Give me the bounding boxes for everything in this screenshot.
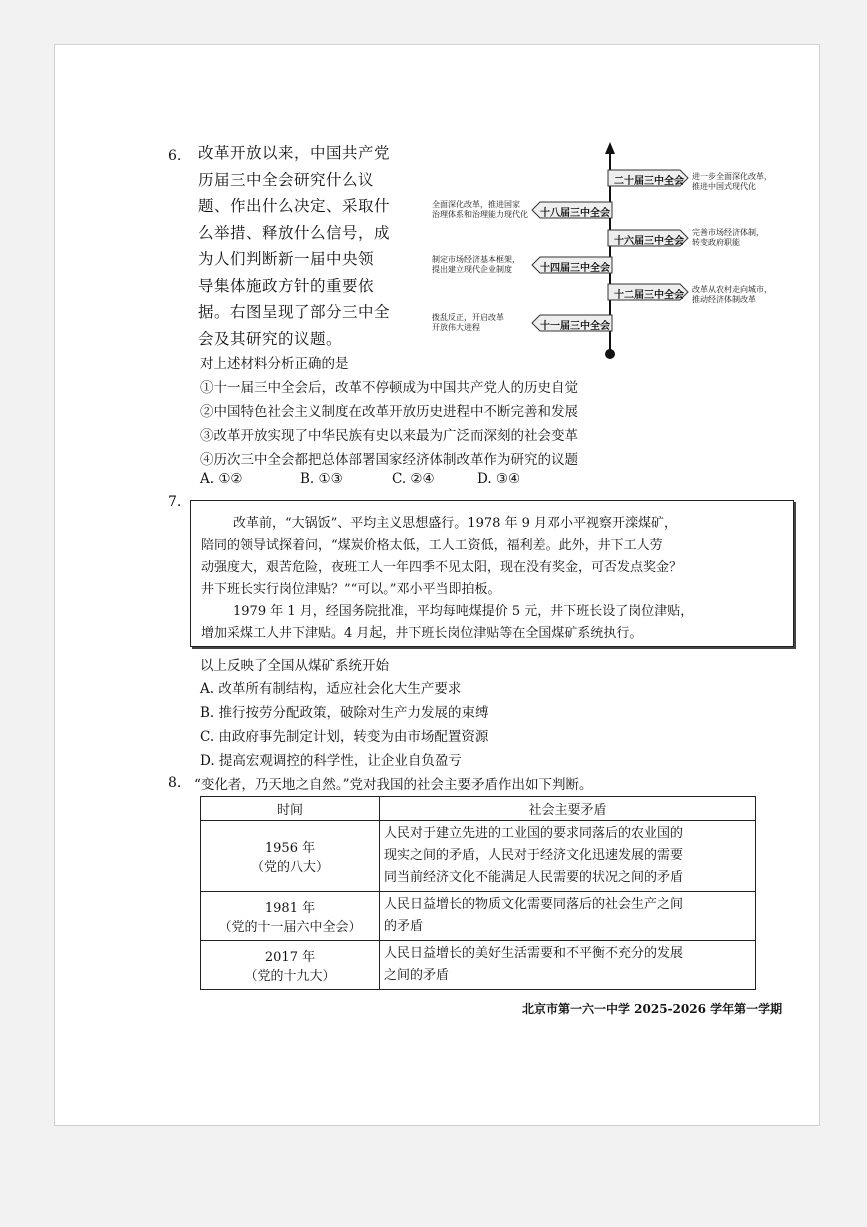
passage-line: 题、作出什么决定、采取什 <box>198 197 391 215</box>
passage-line: 会及其研究的议题。 <box>198 329 343 348</box>
statement-2: ②中国特色社会主义制度在改革开放历史进程中不断完善和发展 <box>200 404 578 420</box>
contradiction-cell <box>380 892 756 941</box>
material-line: 动强度大，艰苦危险，夜班工人一年四季不见太阳，现在没有奖金，可否发点奖金？ <box>201 560 683 575</box>
contradiction-table <box>200 796 756 990</box>
material-line: 增加采煤工人井下津贴。4 月起，井下班长岗位津贴等在全国煤矿系统执行。 <box>201 626 643 641</box>
question-7-number: 7. <box>168 494 182 510</box>
header-contradiction: 社会主要矛盾 <box>380 797 756 821</box>
passage-line: 历届三中全会研究什么议 <box>198 170 375 189</box>
note-line: 提出建立现代企业制度 <box>432 265 512 274</box>
cell-line: 人民对于建立先进的工业国的要求同落后的农业国的 <box>384 826 684 841</box>
statement-4: ④历次三中全会都把总体部署国家经济体制改革作为研究的议题 <box>200 452 578 468</box>
passage-line: 据。右图呈现了部分三中全 <box>198 303 391 321</box>
material-line: 1979 年 1 月，经国务院批准，平均每吨煤提价 5 元，井下班长设了岗位津贴， <box>233 604 694 619</box>
option-a[interactable]: A. ①② <box>200 471 243 487</box>
cell-line: 同当前经济文化不能满足人民需要的状况之间的矛盾 <box>384 870 684 885</box>
table-header-row <box>201 797 756 821</box>
time-cell <box>201 821 380 892</box>
note-line: 制定市场经济基本框架， <box>432 255 520 264</box>
option-c[interactable]: C. 由政府事先制定计划，转变为由市场配置资源 <box>200 729 489 745</box>
cell-line: 的矛盾 <box>384 919 424 934</box>
note-line: 治理体系和治理能力现代化 <box>432 210 528 219</box>
question-8-stem: “变化者，乃天地之自然。”党对我国的社会主要矛盾作出如下判断。 <box>194 777 593 793</box>
passage-line: 改革开放以来，中国共产党 <box>198 144 391 162</box>
meeting: （党的八大） <box>250 860 329 875</box>
passage-line: 么举措、释放什么信号，成 <box>198 223 391 242</box>
note-18th <box>432 200 528 220</box>
note-line: 推动经济体制改革 <box>692 295 756 304</box>
table-row <box>201 892 756 941</box>
note-20th <box>692 172 772 192</box>
table-row <box>201 821 756 892</box>
time-cell <box>201 941 380 990</box>
question-6-number: 6. <box>168 148 182 164</box>
cell-line: 人民日益增长的美好生活需要和不平衡不充分的发展 <box>384 946 684 961</box>
question-6-prompt: 对上述材料分析正确的是 <box>200 356 349 372</box>
meeting: （党的十一届六中全会） <box>218 920 362 935</box>
note-11th <box>432 313 504 333</box>
contradiction-cell <box>380 941 756 990</box>
question-8-number: 8. <box>168 775 182 791</box>
node-11th-plenum: 十一届三中全会 <box>540 321 610 332</box>
note-14th <box>432 255 520 275</box>
node-14th-plenum: 十四届三中全会 <box>540 263 610 274</box>
note-line: 拨乱反正，开启改革 <box>432 313 504 322</box>
year: 1981 年 <box>264 901 316 916</box>
contradiction-cell <box>380 821 756 892</box>
note-line: 完善市场经济体制， <box>692 228 764 237</box>
option-d[interactable]: D. 提高宏观调控的科学性，让企业自负盈亏 <box>200 753 462 769</box>
passage-line: 为人们判断新一届中央领 <box>198 250 375 268</box>
time-cell <box>201 892 380 941</box>
table-row <box>201 941 756 990</box>
statement-3: ③改革开放实现了中华民族有史以来最为广泛而深刻的社会变革 <box>200 428 578 444</box>
page-footer: 北京市第一六一中学 2025-2026 学年第一学期 <box>522 1002 783 1016</box>
meeting: （党的十九大） <box>244 969 336 984</box>
material-line: 陪同的领导试探着问，“煤炭价格太低，工人工资低，福利差。此外，井下工人劳 <box>201 538 663 553</box>
statement-1: ①十一届三中全会后，改革不停顿成为中国共产党人的历史自觉 <box>200 380 578 396</box>
year: 2017 年 <box>264 950 316 965</box>
material-line: 井下班长实行岗位津贴？”“可以。”邓小平当即拍板。 <box>201 582 501 597</box>
note-line: 全面深化改革，推进国家 <box>432 200 520 209</box>
option-b[interactable]: B. 推行按劳分配政策，破除对生产力发展的束缚 <box>200 705 489 721</box>
plenary-diagram <box>430 140 790 365</box>
question-7-material-box <box>190 500 794 647</box>
cell-line: 人民日益增长的物质文化需要同落后的社会生产之间 <box>384 897 684 912</box>
option-b[interactable]: B. ①③ <box>300 471 343 487</box>
node-18th-plenum: 十八届三中全会 <box>540 208 610 219</box>
note-line: 转变政府职能 <box>692 238 740 247</box>
node-16th-plenum: 十六届三中全会 <box>614 236 684 247</box>
note-line: 开放伟大进程 <box>432 323 480 332</box>
material-line: 改革前，“大锅饭”、平均主义思想盛行。1978 年 9 月邓小平视察开滦煤矿， <box>233 516 678 531</box>
year: 1956 年 <box>264 841 316 856</box>
note-12th <box>692 285 772 305</box>
node-12th-plenum: 十二届三中全会 <box>614 290 684 301</box>
cell-line: 之间的矛盾 <box>384 968 450 983</box>
question-7-prompt: 以上反映了全国从煤矿系统开始 <box>200 658 389 674</box>
note-line: 进一步全面深化改革， <box>692 172 772 181</box>
option-c[interactable]: C. ②④ <box>392 471 435 487</box>
note-line: 推进中国式现代化 <box>692 182 756 191</box>
header-time: 时间 <box>201 797 380 821</box>
note-line: 改革从农村走向城市， <box>692 285 772 294</box>
question-6-passage <box>198 140 390 352</box>
note-16th <box>692 228 764 248</box>
option-d[interactable]: D. ③④ <box>477 471 521 487</box>
cell-line: 现实之间的矛盾，人民对于经济文化迅速发展的需要 <box>384 848 684 863</box>
option-a[interactable]: A. 改革所有制结构，适应社会化大生产要求 <box>200 681 462 697</box>
node-20th-plenum: 二十届三中全会 <box>614 176 684 187</box>
passage-line: 导集体施政方针的重要依 <box>198 276 375 295</box>
